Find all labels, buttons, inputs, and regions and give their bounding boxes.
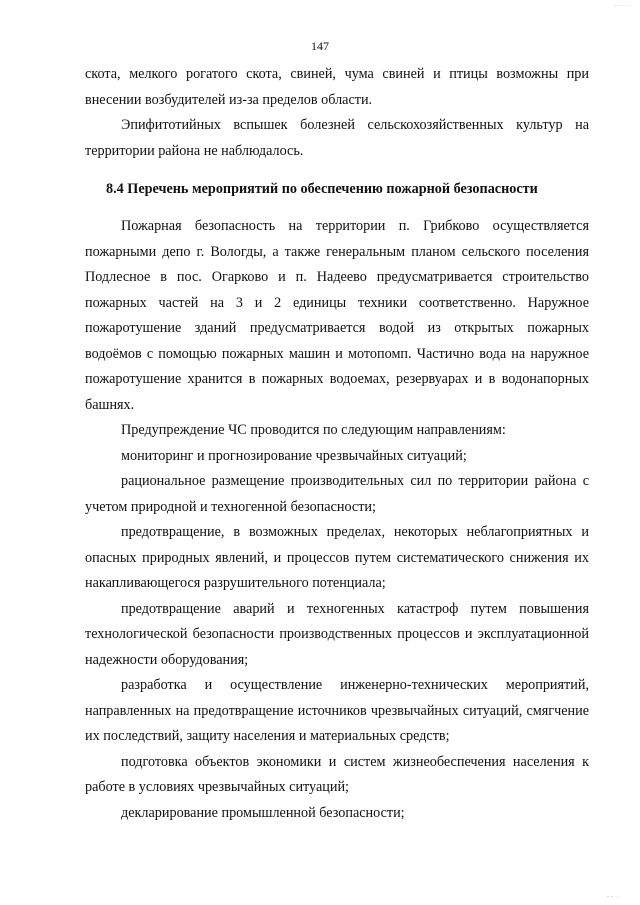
top-text-block — [85, 62, 589, 164]
list-item-engineering-measures: разработка и осуществление инженерно-технических мероприятий, направленных на предотвращение источников чрезвычайных ситуаций, смягчение их последствий, защиту населения и материальных средств; — [85, 677, 589, 744]
paragraph-epiphytotic: Эпифитотийных вспышек болезней сельскохозяйственных культур на территории района не наблюдалось. — [85, 117, 589, 159]
list-item-safety-declaration: декларирование промышленной безопасности; — [121, 804, 405, 821]
list-item-monitoring: мониторинг и прогнозирование чрезвычайных ситуаций; — [121, 447, 467, 464]
paragraph-livestock-diseases: скота, мелкого рогатого скота, свиней, чума свиней и птицы возможны при внесении возбудителей из-за пределов области. — [85, 66, 589, 108]
list-item-natural-hazards: предотвращение, в возможных пределах, некоторых неблагоприятных и опасных природных явлений, и процессов путем систематического снижения их накапливающегося разрушительного потенциала; — [85, 524, 589, 591]
list-item-economy-preparation: подготовка объектов экономики и систем жизнеобеспечения населения к работе в условиях чрезвычайных ситуаций; — [85, 753, 589, 795]
paragraph-fire-safety: Пожарная безопасность на территории п. Грибково осуществляется пожарными депо г. Вологды, а также генеральным планом сельского поселения Подлесное в пос. Огарково и п. Надеево предусматривается строительство пожарных частей на 3 и 2 единицы техники соответственно. Наружное пожаротушение зданий предусматривается водой из открытых пожарных водоёмов с помощью пожарных машин и мотопомп. Частично вода на наружное пожаротушение хранится в пожарных водоемах, резервуарах и в водонапорных башнях. — [85, 218, 589, 413]
list-item-accident-prevention: предотвращение аварий и техногенных катастроф путем повышения технологической безопасности производственных процессов и эксплуатационной надежности оборудования; — [85, 600, 589, 668]
corner-scan-mark: ₋₋₋ · — [614, 3, 632, 9]
main-text-block — [85, 214, 589, 826]
list-item-rational-placement: рациональное размещение производительных сил по территории района с учетом природной и техногенной безопасности; — [85, 473, 589, 515]
page-number: 147 — [311, 39, 329, 53]
section-heading: 8.4 Перечень мероприятий по обеспечению пожарной безопасности — [106, 181, 538, 197]
corner-scan-mark-bottom: ₋₋ · — [606, 894, 620, 900]
paragraph-prevention-intro: Предупреждение ЧС проводится по следующим направлениям: — [121, 422, 506, 438]
